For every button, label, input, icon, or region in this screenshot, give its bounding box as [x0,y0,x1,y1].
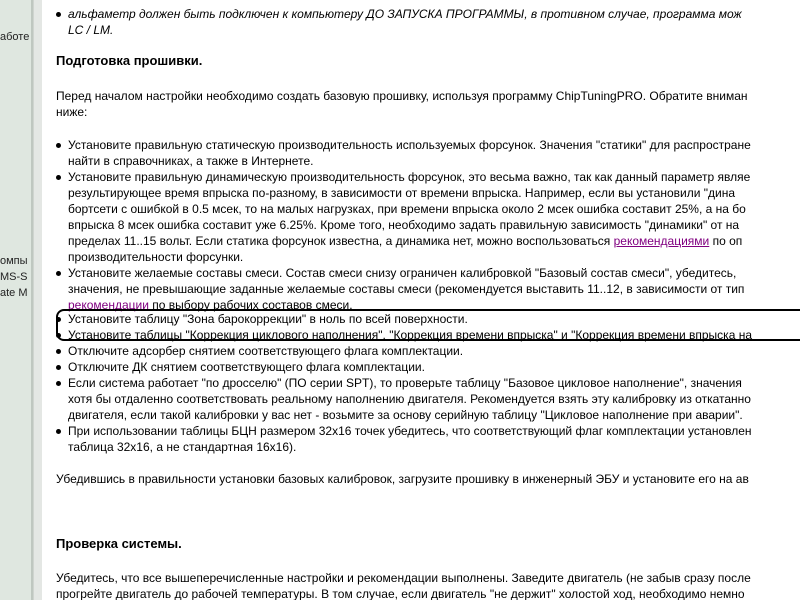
bullet-icon [56,317,61,322]
text-fragment: по оп [709,234,743,248]
bullet-icon [56,143,61,148]
bullet-icon [56,349,61,354]
paragraph: ниже: [56,105,88,119]
recommendations-link[interactable]: рекомендации [68,298,149,312]
paragraph: Убедившись в правильности установки базовых калибровок, загрузите прошивку в инженерный ЭБУ и установите его на ав [56,472,749,486]
list-item-text: При использовании таблицы БЦН размером 32х16 точек убедитесь, что соответствующий флаг комплектации установлен [68,424,752,438]
list-item-text: Установите правильную динамическую производительность форсунок, это весьма важно, так как данный параметр являе [68,170,751,184]
list-item-text: LC / LM. [68,23,114,37]
left-pane-item[interactable]: MS-S [0,271,28,283]
bullet-icon [56,381,61,386]
list-item-text: хотя бы отдаленно соответствовать реальному наполнению двигателя. Рекомендуется взять эту калибровку из откатанно [68,392,751,406]
list-item-text: Отключите ДК снятием соответствующего флага комплектации. [68,360,425,374]
list-item-text: результирующее время впрыска по-разному, в зависимости от времени впрыска. Например, если вы установили "дина [68,186,736,200]
list-item-text: бортсети с ошибкой в 0.5 мсек, то на малых нагрузках, при времени впрыска около 2 мсек ошибка составит 25%, а на бо [68,202,746,216]
list-item-text: Установите желаемые составы смеси. Состав смеси снизу ограничен калибровкой "Базовый состав смеси", убедитесь, [68,266,737,280]
bullet-icon [56,271,61,276]
list-item-text: альфаметр должен быть подключен к компьютеру ДО ЗАПУСКА ПРОГРАММЫ, в противном случае, программа мож [68,7,742,21]
list-item-text: Установите таблицу "Зона барокоррекции" в ноль по всей поверхности. [68,312,468,326]
list-item-text: впрыска 8 мсек ошибка составит уже 6.25%. Кроме того, необходимо задать правильную зависимость "динамики" от на [68,218,740,232]
text-fragment: пределах 11..15 вольт. Если статика форсунок известна, а динамика нет, можно воспользоваться [68,234,614,248]
bullet-icon [56,175,61,180]
section-title: Подготовка прошивки. [56,53,203,68]
paragraph: Убедитесь, что все вышеперечисленные настройки и рекомендации выполнены. Заведите двигатель (не забыв сразу после [56,571,751,585]
list-item-text: Если система работает "по дросселю" (ПО серии SPT), то проверьте таблицу "Базовое цикловое наполнение", значения [68,376,742,390]
left-pane-item[interactable]: ate M [0,287,28,299]
list-item-text: Установите таблицы "Коррекция циклового наполнения", "Коррекция времени впрыска" и "Коррекция времени впрыска на [68,328,752,342]
bullet-icon [56,365,61,370]
bullet-icon [56,333,61,338]
left-pane-item[interactable]: аботе [0,31,30,43]
section-title: Проверка системы. [56,536,182,551]
list-item-text [68,233,742,249]
paragraph: Перед началом настройки необходимо создать базовую прошивку, используя программу ChipTuningPRO. Обратите вниман [56,89,748,103]
list-item-text: производительности форсунки. [68,250,244,264]
document-content [42,0,800,600]
recommendations-link[interactable]: рекомендациями [613,234,710,248]
list-item-text: Установите правильную статическую производительность используемых форсунок. Значения "статики" для распростране [68,138,751,152]
list-item-text: Отключите адсорбер снятием соответствующего флага комплектации. [68,344,464,358]
bullet-icon [56,429,61,434]
left-pane-item[interactable]: омпы [0,255,28,267]
list-item-text: найти в справочниках, а также в Интернете. [68,154,314,168]
list-item-text: таблица 32х16, а не стандартная 16х16). [68,440,297,454]
paragraph: прогрейте двигатель до рабочей температуры. В том случае, если двигатель "не держит" холостой ход, необходимо немно [56,587,745,600]
list-item-text: значения, не превышающие заданные желаемые составы смеси (рекомендуется выставить 11..12, в зависимости от тип [68,282,745,296]
left-navigation-pane [0,0,31,600]
list-item-text: двигателя, если такой калибровки у вас нет - возьмите за основу серийную таблицу "Цикловое наполнение при аварии". [68,408,743,422]
text-fragment: по выбору рабочих составов смеси. [148,298,353,312]
bullet-icon [56,12,61,17]
